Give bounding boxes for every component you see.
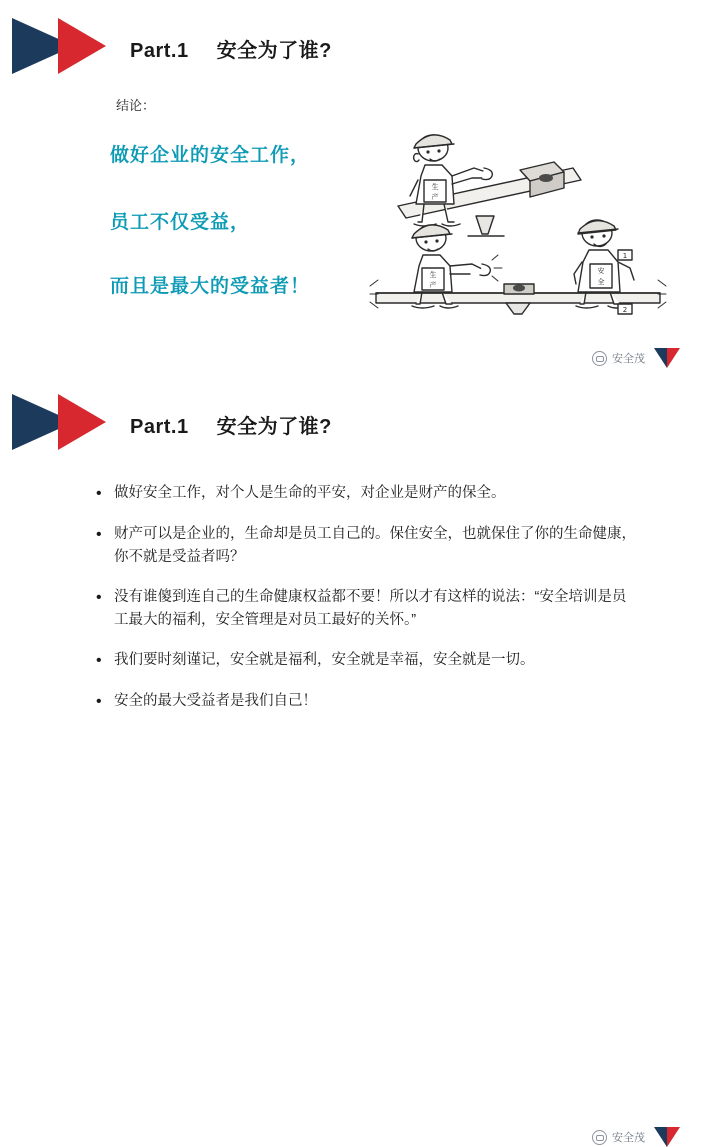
list-item <box>96 482 636 505</box>
watermark-slide-1 <box>592 348 680 368</box>
list-item <box>96 586 636 631</box>
watermark-arrow-icon-1 <box>654 348 680 368</box>
bullet-text-3: 没有谁傻到连自己的生命健康权益都不要！所以才有这样的说法：“安全培训是员工最大的福利，安全管理是对员工最好的关怀。” <box>114 589 627 628</box>
bullet-dot: • <box>96 589 102 607</box>
watermark-label-1: 安全茂 <box>612 353 645 365</box>
arrow-logo-red-part-2 <box>58 394 106 450</box>
watermark-slide-2 <box>592 1127 680 1147</box>
slide-1-title-part: Part.1 <box>130 40 189 62</box>
bullet-dot: • <box>96 526 102 544</box>
slide-2-title <box>130 410 332 439</box>
bullet-dot: • <box>96 485 102 502</box>
arrow-logo-red-part <box>58 18 106 74</box>
list-item <box>96 523 636 568</box>
wechat-icon <box>592 351 607 366</box>
conclusion-line-3: 而且是最大的受益者！ <box>110 276 311 297</box>
slide-1 <box>0 0 702 382</box>
svg-text:1: 1 <box>622 252 628 260</box>
svg-text:产: 产 <box>431 193 439 201</box>
bullet-text-1: 做好安全工作，对个人是生命的平安，对企业是财产的保全。 <box>114 485 506 501</box>
slide-2-title-part: Part.1 <box>130 416 189 438</box>
svg-text:生: 生 <box>431 183 439 191</box>
bullet-dot: • <box>96 652 102 670</box>
svg-text:产: 产 <box>429 281 437 289</box>
svg-text:全: 全 <box>597 278 605 286</box>
slide-1-title <box>130 34 332 63</box>
svg-text:2: 2 <box>622 306 628 314</box>
arrow-logo-icon <box>12 18 120 74</box>
seesaw-cartoon-illustration <box>368 88 668 318</box>
wechat-icon <box>592 1130 607 1145</box>
list-item <box>96 690 636 713</box>
conclusion-line-1: 做好企业的安全工作， <box>110 145 311 166</box>
svg-text:生: 生 <box>429 271 437 279</box>
slide-1-title-text: 安全为了谁? <box>216 40 332 62</box>
bullet-text-4: 我们要时刻谨记，安全就是福利，安全就是幸福，安全就是一切。 <box>114 652 535 669</box>
svg-text:安: 安 <box>597 267 605 275</box>
conclusion-line-2: 员工不仅受益， <box>110 212 251 233</box>
watermark-arrow-icon-2 <box>654 1127 680 1147</box>
bullet-text-5: 安全的最大受益者是我们自己！ <box>114 693 317 710</box>
bullet-text-2: 财产可以是企业的，生命却是员工自己的。保住安全，也就保住了你的生命健康，你不就是受益者吗？ <box>114 526 636 565</box>
conclusion-label: 结论： <box>116 98 156 113</box>
arrow-logo-icon-2 <box>12 394 120 450</box>
watermark-label-2: 安全茂 <box>612 1132 645 1144</box>
bullet-list <box>96 482 636 731</box>
list-item <box>96 649 636 672</box>
slide-2-title-text: 安全为了谁? <box>216 416 332 438</box>
bullet-dot: • <box>96 693 102 711</box>
slide-2 <box>0 382 702 1144</box>
